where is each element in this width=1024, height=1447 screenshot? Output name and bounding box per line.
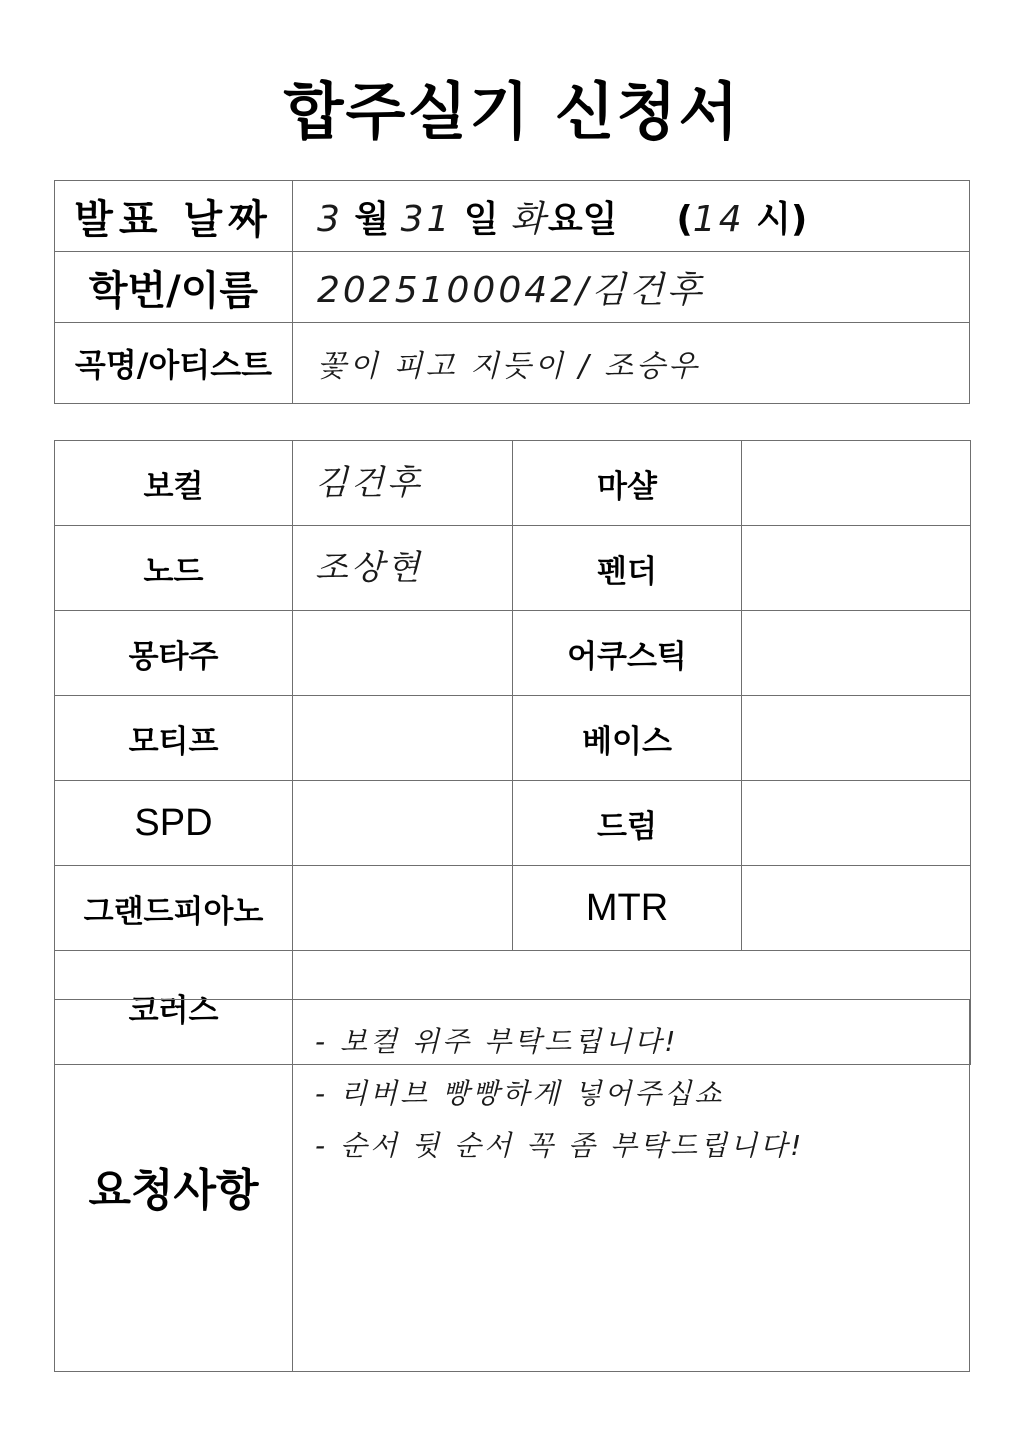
vocal-value: 김건후: [315, 463, 423, 503]
request-note: - 보컬 위주 부탁드립니다!: [315, 1025, 679, 1058]
motif-field[interactable]: [293, 696, 513, 781]
date-weekday: 화: [510, 198, 548, 240]
student-value: 2025100042/김건후: [317, 269, 705, 311]
bass-field[interactable]: [742, 696, 971, 781]
requests-label: 요청사항: [55, 1000, 293, 1372]
hour-unit: 시): [756, 198, 808, 240]
fender-field[interactable]: [742, 526, 971, 611]
request-note: - 리버브 빵빵하게 넣어주십쇼: [315, 1077, 725, 1110]
mtr-label: MTR: [513, 866, 742, 951]
requests-field[interactable]: [293, 1000, 970, 1372]
weekday-unit: 요일: [547, 198, 618, 240]
acoustic-field[interactable]: [742, 611, 971, 696]
song-value: 꽃이 피고 지듯이 / 조승우: [317, 349, 701, 384]
mtr-field[interactable]: [742, 866, 971, 951]
form-title: 합주실기 신청서: [283, 75, 741, 148]
nord-label: 노드: [55, 526, 293, 611]
spd-field[interactable]: [293, 781, 513, 866]
student-label: 학번/이름: [55, 252, 293, 323]
grand-piano-label: 그랜드피아노: [55, 866, 293, 951]
request-note: - 순서 뒷 순서 꼭 좀 부탁드립니다!: [315, 1129, 805, 1162]
vocal-field[interactable]: [293, 441, 513, 526]
date-day: 31: [400, 198, 453, 240]
song-label: 곡명/아티스트: [55, 323, 293, 404]
date-field[interactable]: [293, 181, 970, 252]
drum-field[interactable]: [742, 781, 971, 866]
bass-label: 베이스: [513, 696, 742, 781]
date-label: 발표 날짜: [55, 181, 293, 252]
song-field[interactable]: [293, 323, 970, 404]
hour-open-paren: (: [676, 198, 693, 240]
info-table: [54, 180, 970, 404]
grand-piano-field[interactable]: [293, 866, 513, 951]
motif-label: 모티프: [55, 696, 293, 781]
marshall-label: 마샬: [513, 441, 742, 526]
spd-label: SPD: [55, 781, 293, 866]
roles-table: [54, 440, 971, 1065]
student-field[interactable]: [293, 252, 970, 323]
montage-label: 몽타주: [55, 611, 293, 696]
vocal-label: 보컬: [55, 441, 293, 526]
marshall-field[interactable]: [742, 441, 971, 526]
month-unit: 월: [354, 198, 390, 240]
requests-table: [54, 999, 970, 1372]
nord-value: 조상현: [315, 548, 423, 588]
chorus-label: 코러스: [55, 951, 293, 1065]
fender-label: 펜더: [513, 526, 742, 611]
acoustic-label: 어쿠스틱: [513, 611, 742, 696]
date-month: 3: [317, 198, 343, 240]
nord-field[interactable]: [293, 526, 513, 611]
day-unit: 일: [463, 198, 499, 240]
date-hour: 14: [692, 198, 745, 240]
drum-label: 드럼: [513, 781, 742, 866]
montage-field[interactable]: [293, 611, 513, 696]
